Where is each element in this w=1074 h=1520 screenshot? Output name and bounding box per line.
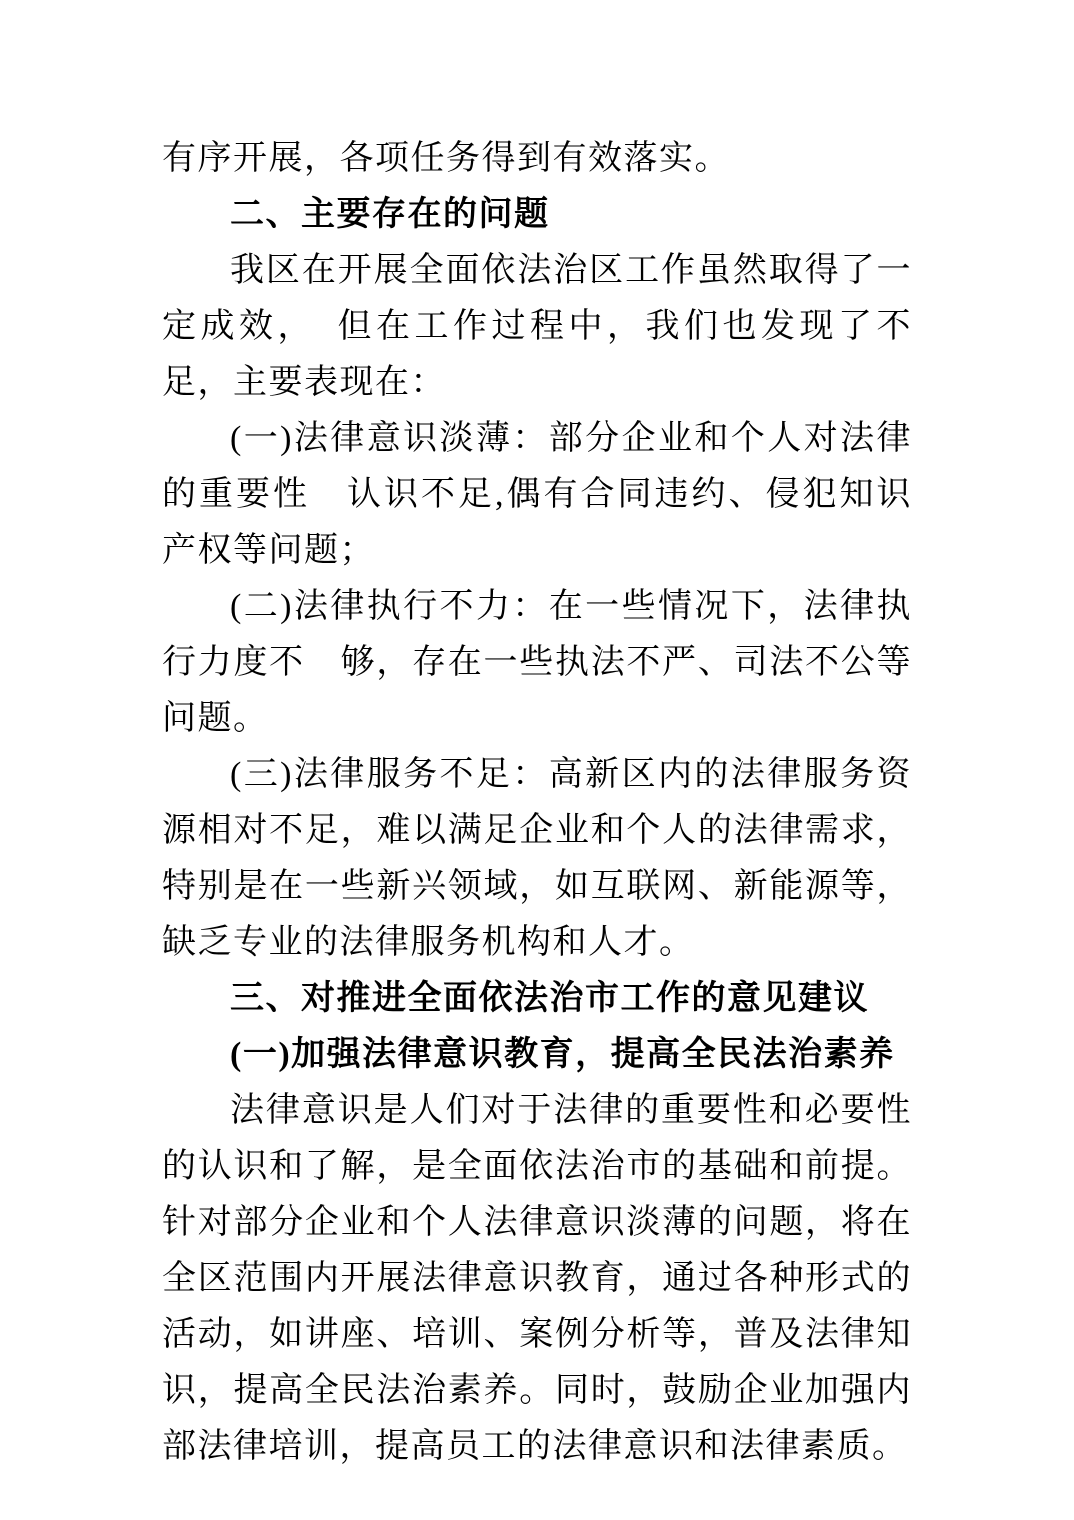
paragraph-suggestion-1-detail: 法律意识是人们对于法律的重要性和必要性的认识和了解，是全面依法治市的基础和前提。针对部分企业和个人法律意识淡薄的问题，将在全区范围内开展法律意识教育，通过各种形式的活动，如讲座、培训、案例分析等，普及法律知识，提高全民法治素养。同时，鼓励企业加强内部法律培训，提高员工的法律意识和法律素质。 xyxy=(162,1092,912,1465)
heading-subsection-1-legal-education: (一)加强法律意识教育，提高全民法治素养 xyxy=(230,1036,895,1073)
paragraph-problem-3-legal-services: (三)法律服务不足：高新区内的法律服务资源相对不足，难以满足企业和个人的法律需求，特别是在一些新兴领域，如互联网、新能源等，缺乏专业的法律服务机构和人才。 xyxy=(162,756,912,961)
paragraph-problem-1-legal-awareness: (一)法律意识淡薄：部分企业和个人对法律的重要性 认识不足,偶有合同违约、侵犯知识产权等问题； xyxy=(162,420,912,569)
document-body xyxy=(162,131,912,1475)
paragraph-problem-2-law-enforcement: (二)法律执行不力：在一些情况下，法律执行力度不 够，存在一些执法不严、司法不公等问题。 xyxy=(162,588,912,737)
heading-section-3-suggestions: 三、对推进全面依法治市工作的意见建议 xyxy=(230,980,869,1017)
heading-section-2-problems: 二、主要存在的问题 xyxy=(230,196,550,233)
paragraph-problems-intro: 我区在开展全面依法治区工作虽然取得了一定成效， 但在工作过程中，我们也发现了不足，主要表现在： xyxy=(162,252,912,401)
paragraph-continuation: 有序开展，各项任务得到有效落实。 xyxy=(162,140,730,177)
